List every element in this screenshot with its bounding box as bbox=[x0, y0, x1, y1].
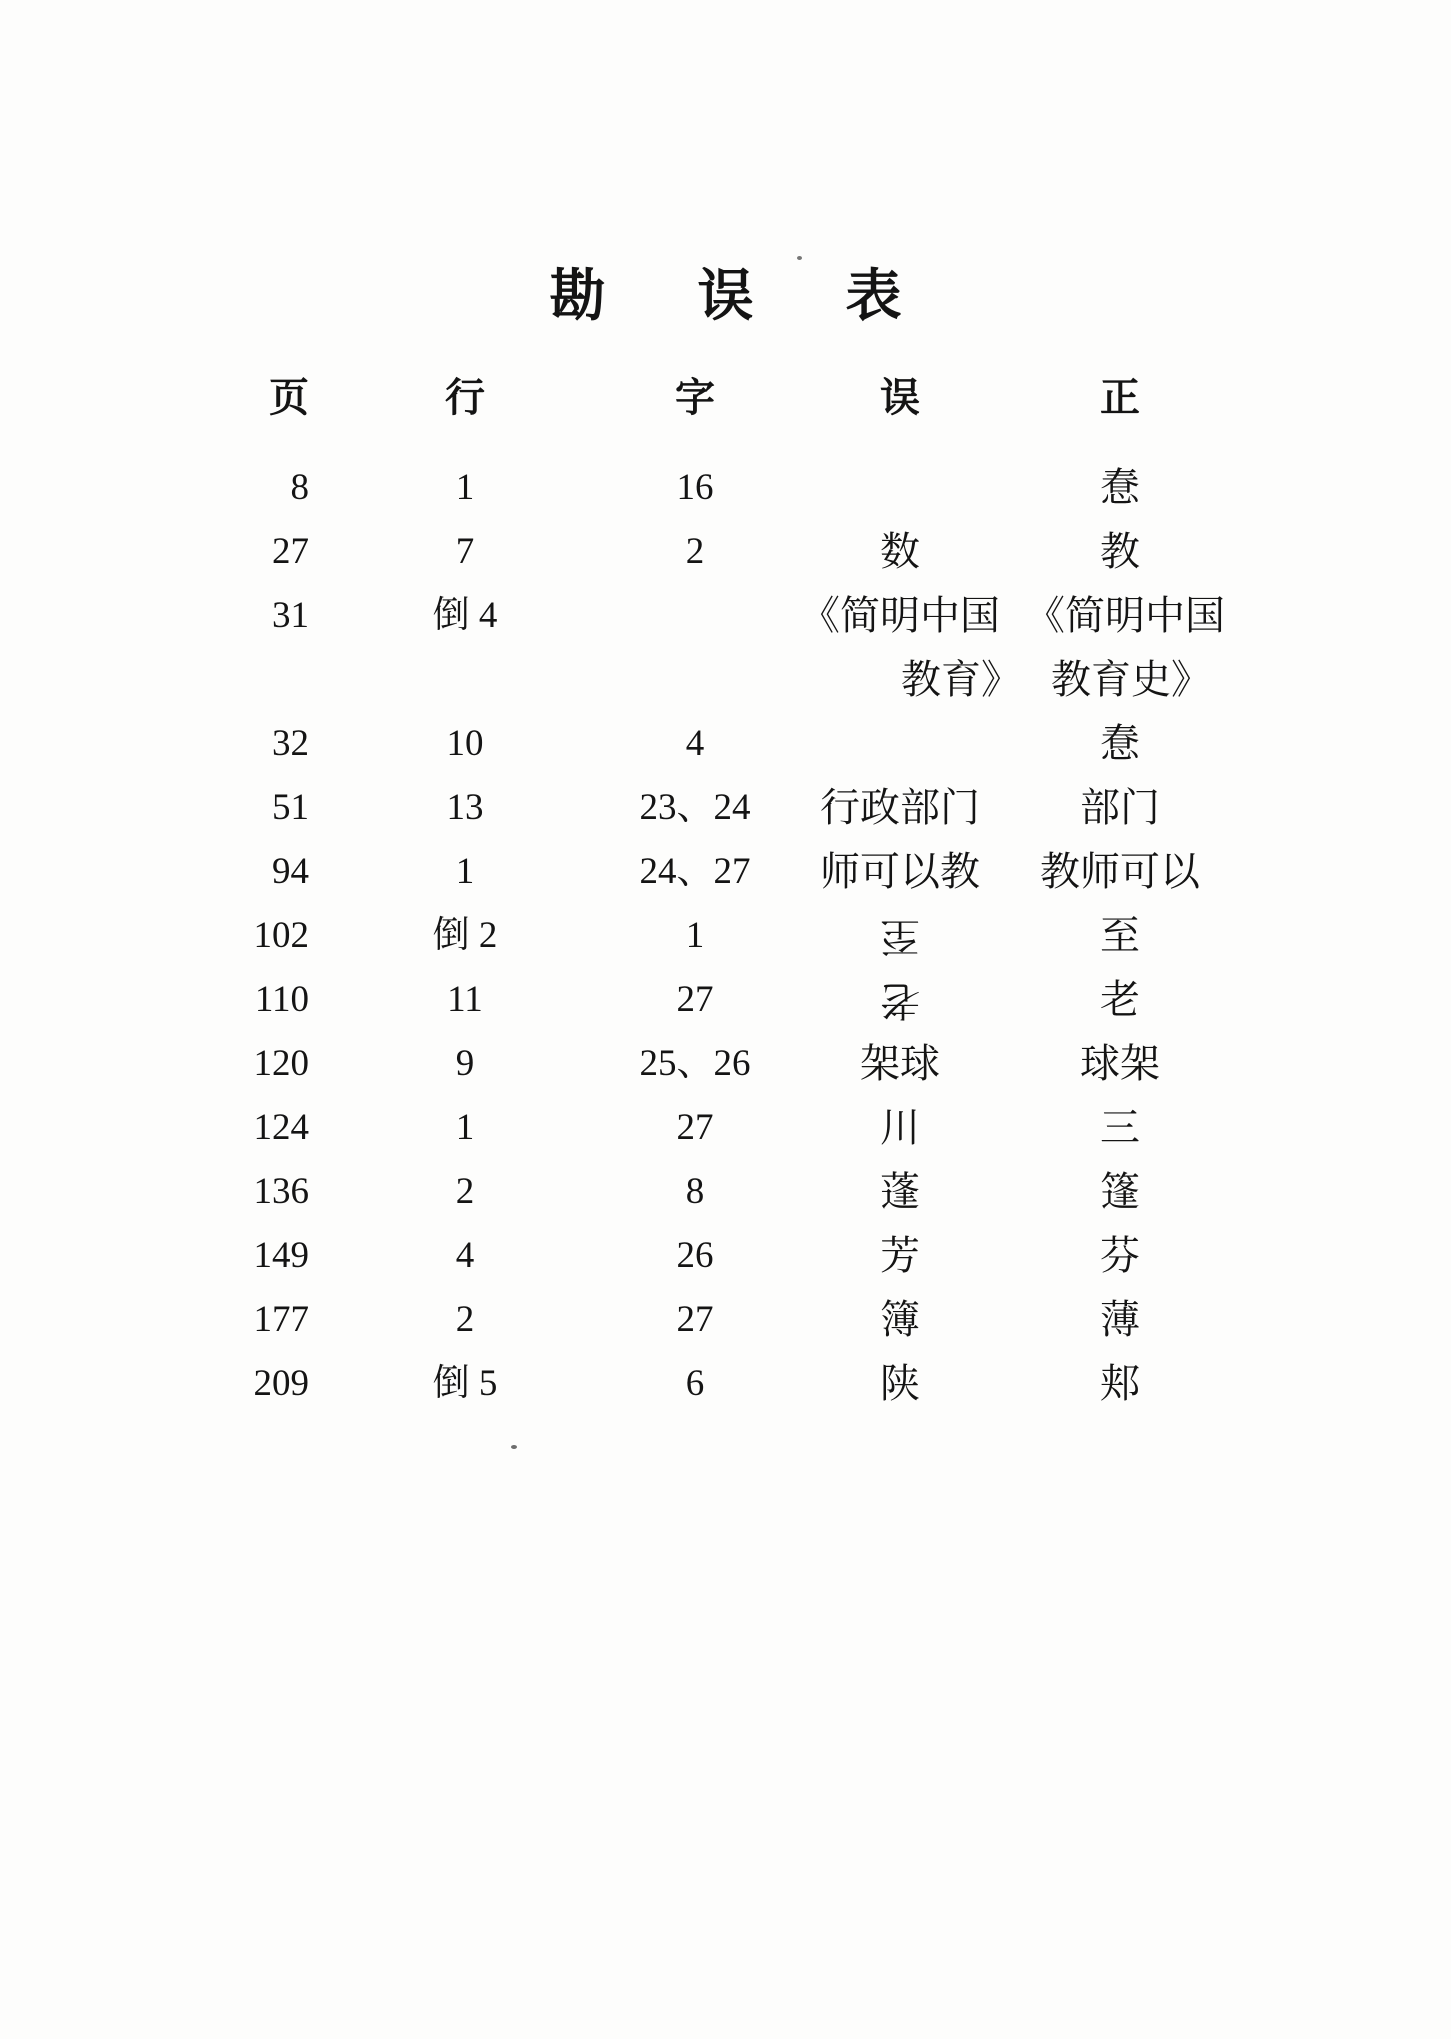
cell-character: 2 bbox=[685, 531, 705, 572]
cell-wrong bbox=[775, 904, 1025, 968]
cell-line: 11 bbox=[447, 979, 483, 1020]
cell-character: 4 bbox=[685, 723, 705, 764]
cell-wrong: 簿 bbox=[880, 1297, 920, 1342]
cell-line: 2 bbox=[455, 1171, 475, 1212]
cell-correct: 至 bbox=[1100, 913, 1140, 958]
cell-correct: 芬 bbox=[1100, 1233, 1140, 1278]
cell-page: 110 bbox=[254, 979, 309, 1020]
cell-page: 120 bbox=[253, 1043, 309, 1084]
cell-correct: 薄 bbox=[1100, 1297, 1140, 1342]
cell-page: 124 bbox=[253, 1107, 309, 1148]
cell-page: 136 bbox=[253, 1171, 309, 1212]
col-header-correct: 正 bbox=[1100, 375, 1140, 420]
cell-wrong bbox=[775, 456, 1025, 520]
cell-character: 25、26 bbox=[639, 1043, 751, 1084]
cell-line: 4 bbox=[455, 1235, 475, 1276]
col-header-character: 字 bbox=[675, 375, 715, 420]
cell-line: 倒 2 bbox=[432, 915, 498, 956]
cell-wrong: 数 bbox=[880, 529, 920, 574]
cell-correct: 老 bbox=[1100, 977, 1140, 1022]
cell-page: 102 bbox=[253, 915, 309, 956]
cell-character: 6 bbox=[685, 1363, 705, 1404]
cell-correct: 郏 bbox=[1100, 1361, 1140, 1406]
cell-correct bbox=[1025, 584, 1225, 712]
cell-wrong bbox=[775, 712, 1025, 776]
cell-character bbox=[615, 584, 775, 648]
cell-line: 10 bbox=[446, 723, 484, 764]
cell-line: 倒 5 bbox=[432, 1363, 498, 1404]
cell-correct: 教师可以 bbox=[1040, 849, 1200, 894]
cell-correct: 三 bbox=[1100, 1105, 1140, 1150]
cell-page: 209 bbox=[253, 1363, 309, 1404]
inverted-character: 至 bbox=[880, 914, 920, 959]
cell-correct: 部门 bbox=[1080, 785, 1160, 830]
cell-page: 27 bbox=[272, 531, 309, 572]
cell-line: 1 bbox=[455, 467, 475, 508]
cell-page: 94 bbox=[272, 851, 309, 892]
cell-wrong: 蓬 bbox=[880, 1169, 920, 1214]
cell-wrong: 架球 bbox=[860, 1041, 940, 1086]
cell-wrong bbox=[775, 968, 1025, 1032]
cell-character: 23、24 bbox=[639, 787, 751, 828]
header-spacer bbox=[170, 430, 1215, 456]
cell-wrong: 川 bbox=[880, 1105, 920, 1150]
cell-wrong: 芳 bbox=[880, 1233, 920, 1278]
scan-speck bbox=[511, 1445, 517, 1449]
cell-character: 27 bbox=[676, 1107, 714, 1148]
cell-character: 8 bbox=[685, 1171, 705, 1212]
cell-character: 16 bbox=[676, 467, 714, 508]
inverted-character: 老 bbox=[880, 978, 920, 1023]
col-header-wrong: 误 bbox=[880, 375, 920, 420]
cell-correct-line2: 教育史》 bbox=[1051, 657, 1211, 702]
cell-correct: 教 bbox=[1100, 529, 1140, 574]
cell-page: 31 bbox=[272, 595, 309, 636]
cell-line: 13 bbox=[446, 787, 484, 828]
col-header-page: 页 bbox=[269, 375, 309, 420]
cell-page: 32 bbox=[272, 723, 309, 764]
col-header-line: 行 bbox=[445, 375, 485, 420]
cell-correct: 篷 bbox=[1100, 1169, 1140, 1214]
cell-correct: 球架 bbox=[1080, 1041, 1160, 1086]
cell-wrong: 行政部门 bbox=[820, 785, 980, 830]
cell-correct: 惷 bbox=[1100, 721, 1140, 766]
cell-character: 27 bbox=[676, 979, 714, 1020]
cell-line: 1 bbox=[455, 851, 475, 892]
cell-page: 149 bbox=[253, 1235, 309, 1276]
cell-line: 9 bbox=[455, 1043, 475, 1084]
cell-wrong: 陕 bbox=[880, 1361, 920, 1406]
scan-speck bbox=[797, 256, 802, 260]
cell-line: 1 bbox=[455, 1107, 475, 1148]
cell-wrong-line2: 教育》 bbox=[901, 657, 1021, 702]
cell-line: 2 bbox=[455, 1299, 475, 1340]
cell-character: 26 bbox=[676, 1235, 714, 1276]
cell-line: 倒 4 bbox=[432, 595, 498, 636]
cell-character: 1 bbox=[685, 915, 705, 956]
cell-page: 8 bbox=[290, 467, 309, 508]
cell-character: 27 bbox=[676, 1299, 714, 1340]
cell-page: 51 bbox=[272, 787, 309, 828]
cell-character: 24、27 bbox=[639, 851, 751, 892]
cell-wrong: 师可以教 bbox=[820, 849, 980, 894]
errata-table bbox=[170, 366, 1225, 1416]
cell-correct: 惷 bbox=[1100, 465, 1140, 510]
cell-line: 7 bbox=[455, 531, 475, 572]
cell-wrong-line1: 《简明中国 bbox=[800, 593, 1000, 638]
page-title: 勘误表 bbox=[549, 266, 994, 328]
cell-correct-line1: 《简明中国 bbox=[1025, 593, 1225, 638]
cell-page: 177 bbox=[253, 1299, 309, 1340]
cell-wrong bbox=[775, 584, 1025, 712]
